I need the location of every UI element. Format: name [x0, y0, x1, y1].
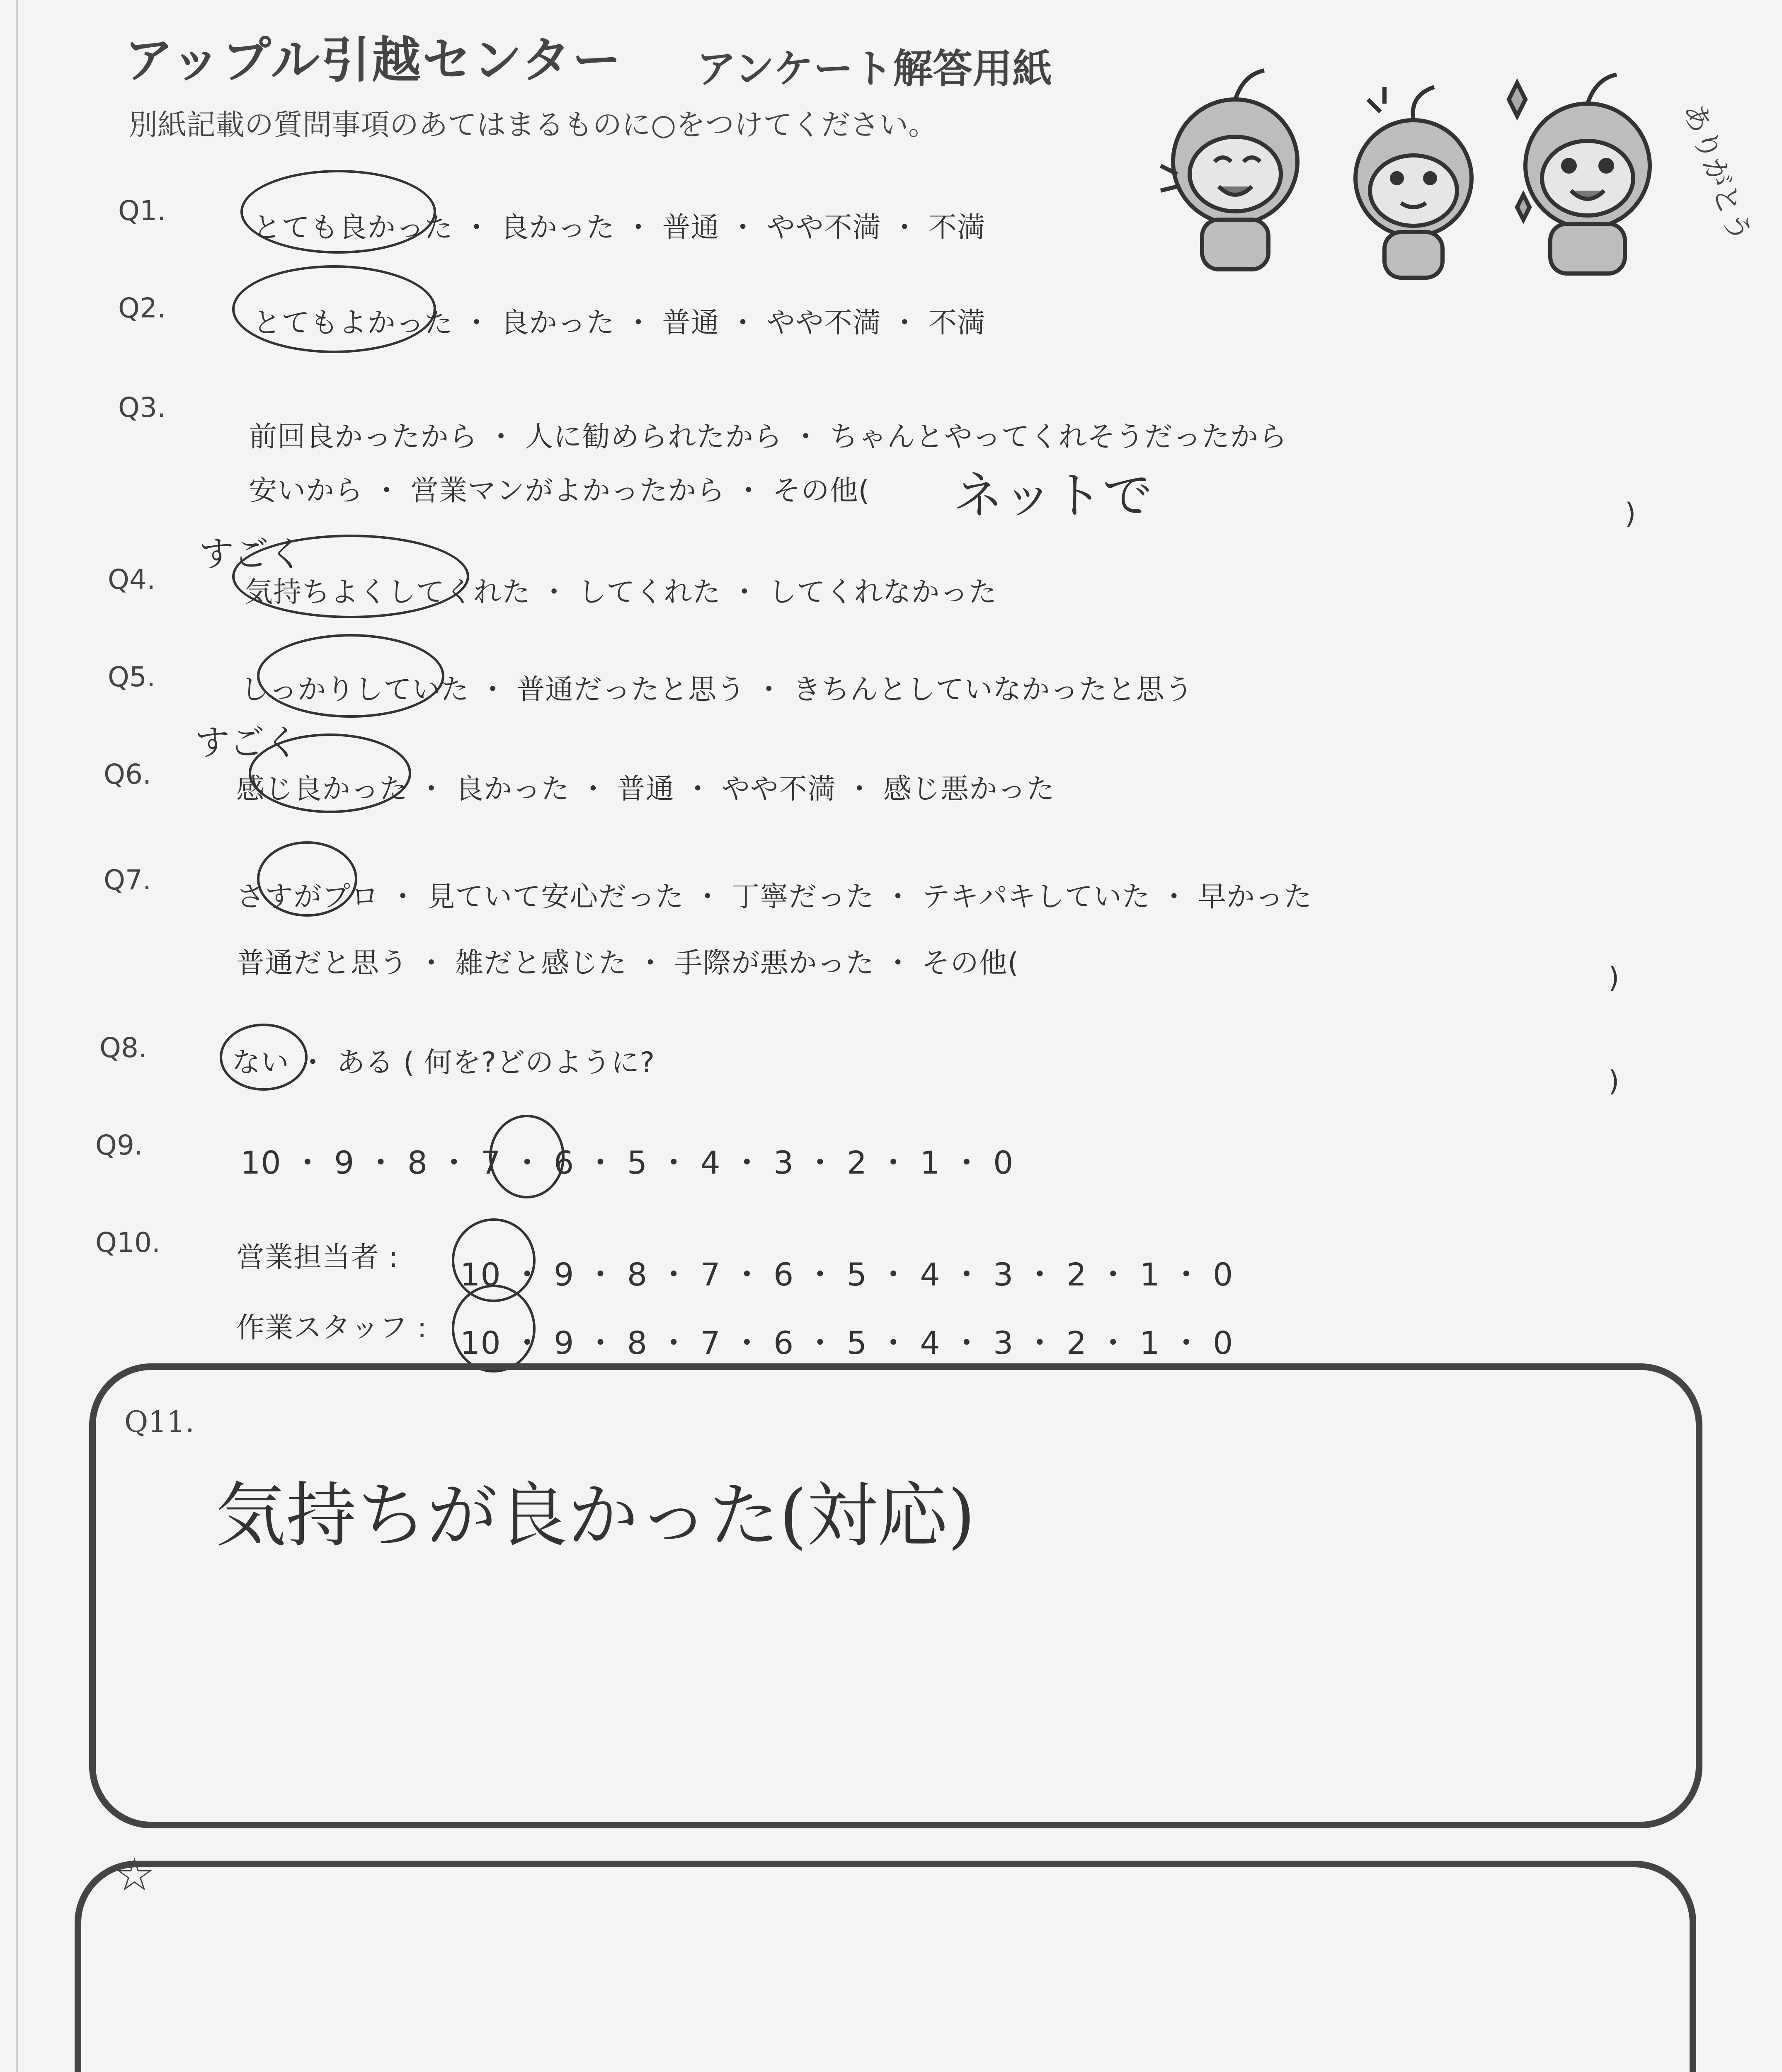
q2-label: Q2.: [118, 292, 166, 324]
q4-label: Q4.: [108, 564, 155, 595]
q5-label: Q5.: [108, 661, 155, 693]
q3-options-line2[interactable]: 安いから ・ 営業マンがよかったから ・ その他(: [249, 474, 870, 507]
q4-handwritten-note: すごく: [199, 534, 304, 574]
q8-options[interactable]: ない ・ ある ( 何を?どのように?: [232, 1046, 655, 1079]
mascot-middle: [1355, 87, 1472, 278]
q8-answer-circle: [220, 1024, 308, 1091]
q3-close-paren: ): [1625, 497, 1636, 530]
q9-scale[interactable]: 10 ・ 9 ・ 8 ・ 7 ・ 6 ・ 5 ・ 4 ・ 3 ・ 2 ・ 1 ・ 0: [240, 1144, 1014, 1181]
q7-options-line1[interactable]: さすがプロ ・ 見ていて安心だった ・ 丁寧だった ・ テキパキしていた ・ 早かった: [236, 881, 1312, 913]
q6-answer-circle: [249, 733, 411, 813]
q9-answer-circle: [489, 1115, 565, 1198]
page-edge: [16, 0, 18, 2072]
q7-answer-circle: [257, 841, 357, 917]
q3-options-line1[interactable]: 前回良かったから ・ 人に勧められたから ・ ちゃんとやってくれそうだったから: [249, 421, 1287, 453]
q10-staff-scale[interactable]: 10 ・ 9 ・ 8 ・ 7 ・ 6 ・ 5 ・ 4 ・ 3 ・ 2 ・ 1 ・ 0: [460, 1324, 1234, 1361]
q6-label: Q6.: [104, 758, 151, 790]
q6-options[interactable]: 感じ良かった ・ 良かった ・ 普通 ・ やや不満 ・ 感じ悪かった: [236, 773, 1055, 806]
instruction-text: 別紙記載の質問事項のあてはまるものに○をつけてください。: [128, 108, 938, 142]
q10-sales-label: 営業担当者 :: [236, 1241, 399, 1274]
q8-close-paren: ): [1608, 1065, 1620, 1098]
q10-staff-answer-circle: [452, 1285, 536, 1372]
mascot-illustration: [1152, 50, 1758, 282]
mascot-thanks-text: ありがとう: [1676, 98, 1758, 247]
mascot-left: [1161, 70, 1297, 269]
q1-label: Q1.: [118, 195, 166, 227]
q10-sales-scale[interactable]: 10 ・ 9 ・ 8 ・ 7 ・ 6 ・ 5 ・ 4 ・ 3 ・ 2 ・ 1 ・ 0: [460, 1256, 1234, 1293]
q7-label: Q7.: [104, 864, 151, 896]
mascot-right: [1509, 75, 1650, 274]
q8-label: Q8.: [99, 1032, 147, 1064]
star-icon: ☆: [114, 1848, 155, 1901]
company-title: アップル引越センター: [124, 31, 623, 89]
q3-label: Q3.: [118, 392, 166, 424]
q11-label: Q11.: [124, 1405, 194, 1439]
star-comment-box[interactable]: [75, 1861, 1696, 2072]
q10-label: Q10.: [95, 1227, 160, 1259]
q3-handwritten-other: ネットで: [953, 467, 1152, 525]
q11-comment-box[interactable]: [89, 1363, 1702, 1828]
q2-answer-circle: [232, 265, 436, 353]
q9-label: Q9.: [95, 1129, 143, 1161]
q1-answer-circle: [240, 170, 436, 254]
q4-options[interactable]: 気持ちよくしてくれた ・ してくれた ・ してくれなかった: [245, 576, 997, 609]
form-subtitle: アンケート解答用紙: [696, 46, 1052, 92]
q5-answer-circle: [257, 634, 444, 718]
q5-options[interactable]: しっかりしていた ・ 普通だったと思う ・ きちんとしていなかったと思う: [240, 673, 1193, 706]
q2-options[interactable]: とてもよかった ・ 良かった ・ 普通 ・ やや不満 ・ 不満: [253, 307, 986, 339]
q11-handwritten-comment: 気持ちが良かった(対応): [216, 1475, 975, 1557]
q7-close-paren: ): [1608, 961, 1620, 994]
q7-options-line2[interactable]: 普通だと思う ・ 雑だと感じた ・ 手際が悪かった ・ その他(: [236, 947, 1019, 980]
q10-staff-label: 作業スタッフ :: [236, 1312, 427, 1344]
q1-options[interactable]: とても良かった ・ 良かった ・ 普通 ・ やや不満 ・ 不満: [253, 211, 986, 244]
q6-handwritten-note: すごく: [195, 722, 300, 763]
q4-answer-circle: [232, 535, 469, 618]
